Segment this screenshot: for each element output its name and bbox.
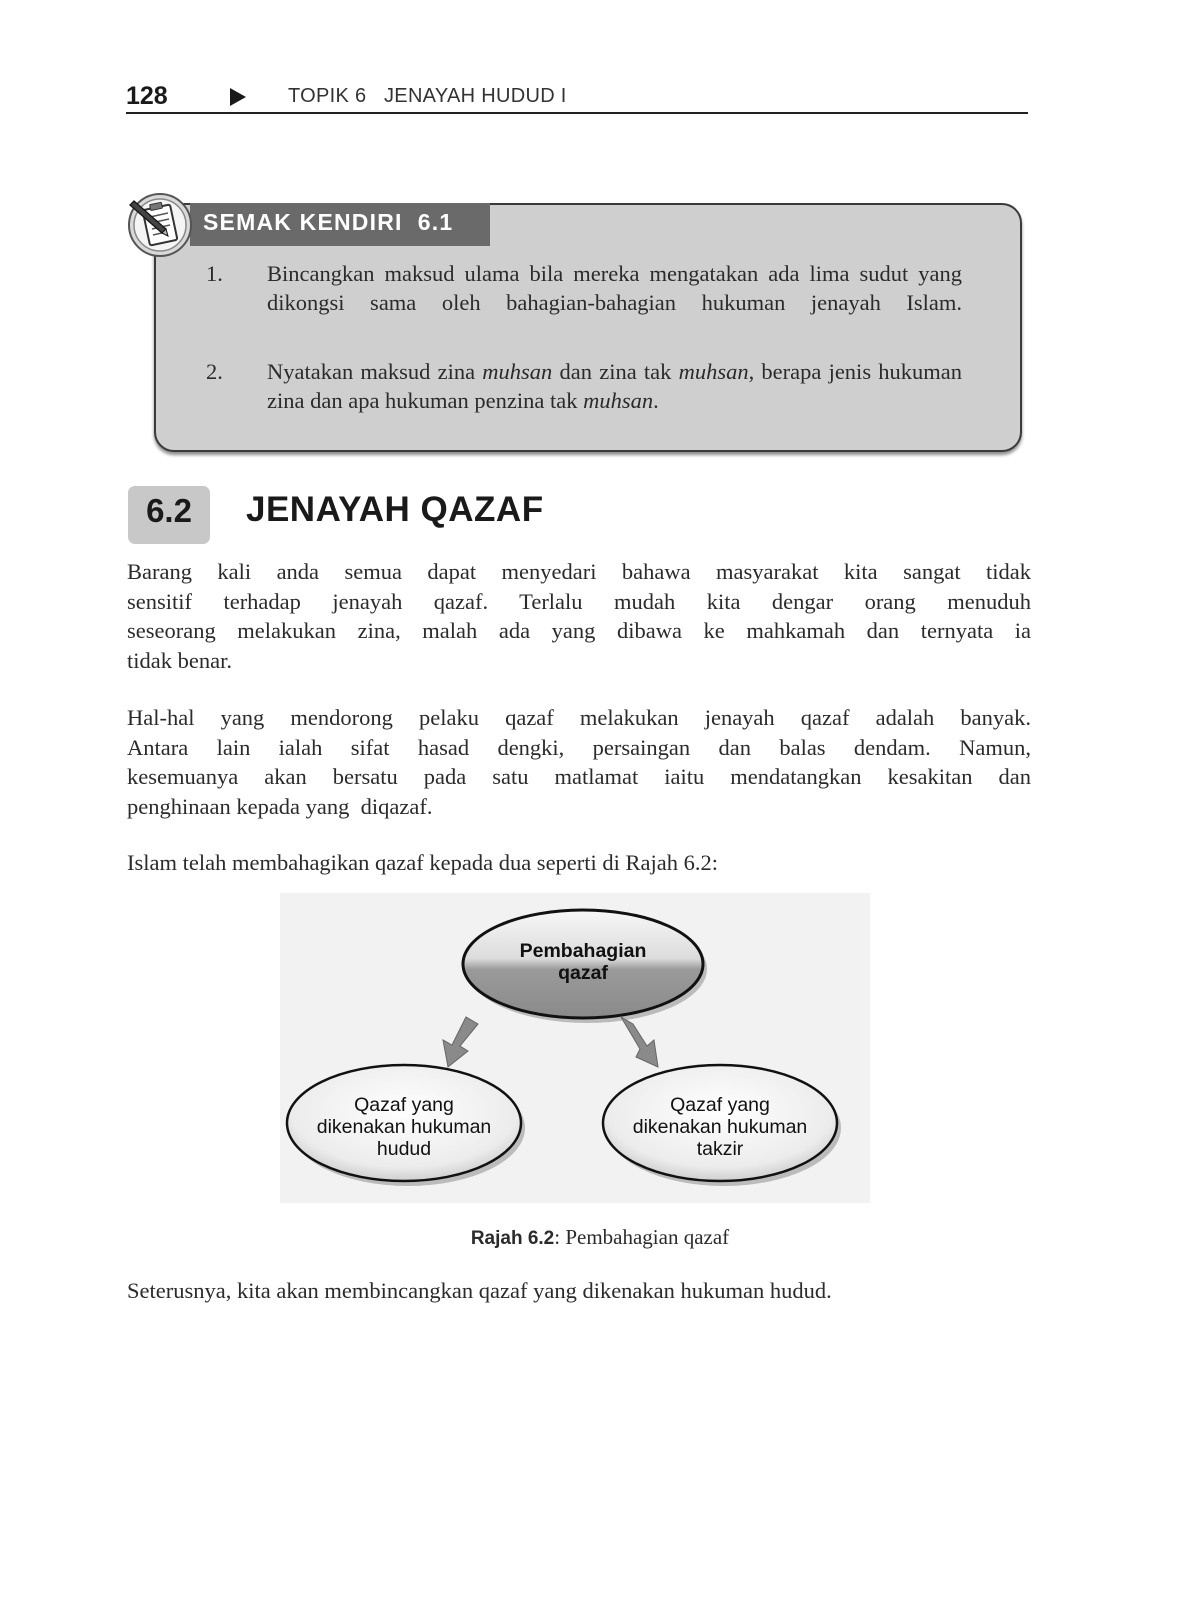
node-label-line: hudud bbox=[376, 1138, 432, 1160]
self-check-item-number: 2. bbox=[206, 359, 223, 384]
paragraph-line: tidak benar. bbox=[127, 647, 232, 673]
node-label-line: Pembahagian bbox=[519, 940, 647, 962]
text-part: , berapa jenis hukuman zina dan apa hukuman penzina tak bbox=[267, 359, 963, 413]
emphasis-term: muhsan bbox=[482, 359, 553, 384]
qazaf-division-diagram bbox=[280, 893, 870, 1203]
paragraph-line: sensitif terhadap jenayah qazaf. Terlalu mudah kita dengar orang menuduh bbox=[127, 588, 1031, 614]
node-label-line: dikenakan hukuman bbox=[632, 1116, 808, 1138]
paragraph-line: Antara lain ialah sifat hasad dengki, persaingan dan balas dendam. Namun, bbox=[127, 734, 1031, 760]
left-node-label bbox=[294, 1094, 514, 1160]
node-label-line: Qazaf yang bbox=[670, 1094, 770, 1116]
paragraph bbox=[127, 848, 1031, 878]
paragraph-line: Seterusnya, kita akan membincangkan qazaf yang dikenakan hukuman hudud. bbox=[127, 1278, 832, 1303]
node-label-line: Qazaf yang bbox=[354, 1094, 454, 1116]
text-part: . bbox=[653, 388, 659, 413]
arrow-down-left-icon bbox=[443, 1017, 478, 1067]
caption-text: : Pembahagian qazaf bbox=[554, 1225, 730, 1249]
paragraph-line: Islam telah membahagikan qazaf kepada dua seperti di Rajah 6.2: bbox=[127, 850, 719, 875]
node-label-line: takzir bbox=[696, 1138, 744, 1160]
paragraph-line: Hal-hal yang mendorong pelaku qazaf melakukan jenayah qazaf adalah banyak. bbox=[127, 705, 1031, 730]
node-label-line: dikenakan hukuman bbox=[316, 1116, 492, 1138]
self-check-item-text: Bincangkan maksud ulama bila mereka mengatakan ada lima sudut yang dikongsi sama oleh bahagian-bahagian hukuman jenayah Islam. bbox=[267, 261, 962, 315]
emphasis-term: muhsan bbox=[583, 388, 654, 413]
paragraph-line: penghinaan kepada yang diqazaf. bbox=[127, 793, 433, 819]
self-check-item bbox=[267, 259, 962, 317]
running-header bbox=[126, 78, 1028, 114]
top-node-label bbox=[463, 940, 703, 984]
topic-title: TOPIK 6 JENAYAH HUDUD I bbox=[288, 85, 567, 107]
arrow-right-icon bbox=[230, 88, 246, 106]
section-number-badge bbox=[128, 486, 210, 544]
paragraph bbox=[127, 1276, 1031, 1306]
clipboard-pencil-icon bbox=[126, 189, 196, 259]
right-node-label bbox=[610, 1094, 830, 1160]
paragraph-line: seseorang melakukan zina, malah ada yang dibawa ke mahkamah dan ternyata ia bbox=[127, 618, 1031, 643]
paragraph-line: Barang kali anda semua dapat menyedari bahawa masyarakat kita sangat tidak bbox=[127, 559, 1031, 584]
node-label-line: qazaf bbox=[558, 962, 608, 984]
caption-label: Rajah 6.2 bbox=[470, 1228, 555, 1249]
arrow-down-right-icon bbox=[621, 1017, 658, 1067]
paragraph bbox=[127, 557, 1031, 675]
text-part: dan zina tak bbox=[552, 359, 679, 384]
self-check-item-number: 1. bbox=[206, 261, 223, 286]
paragraph bbox=[127, 703, 1031, 821]
self-check-title: SEMAK KENDIRI 6.1 bbox=[190, 203, 490, 246]
section-number: 6.2 bbox=[146, 492, 192, 529]
section-title: JENAYAH QAZAF bbox=[246, 490, 544, 529]
self-check-item bbox=[267, 357, 962, 415]
page-number: 128 bbox=[126, 82, 168, 110]
paragraph-line: kesemuanya akan bersatu pada satu matlamat iaitu mendatangkan kesakitan dan bbox=[127, 764, 1031, 789]
figure-caption bbox=[0, 1225, 1200, 1250]
text-part: Nyatakan maksud zina bbox=[267, 359, 483, 384]
emphasis-term: muhsan bbox=[678, 359, 749, 384]
